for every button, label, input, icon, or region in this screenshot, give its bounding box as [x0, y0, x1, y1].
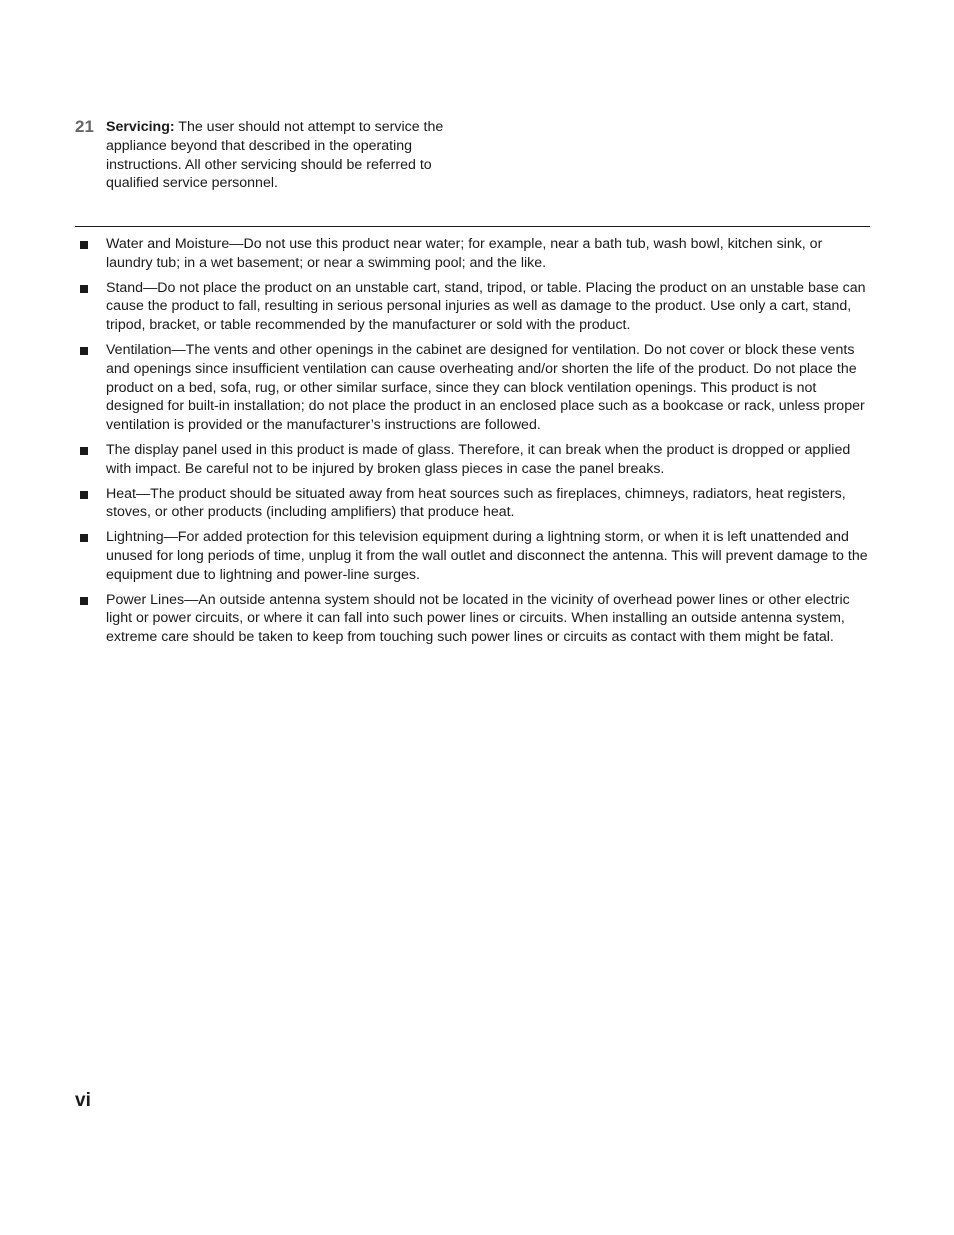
- bullet-item-water: [78, 235, 870, 273]
- safety-bullet-list: [78, 235, 870, 653]
- bullet-text: Power Lines—An outside antenna system should not be located in the vicinity of overhead power lines or other electric light or power circuits, or where it can fall into such power lines or circuits. When installing an outside antenna system, extreme care should be taken to keep from touching such power lines or circuits as contact with them might be fatal.: [106, 591, 850, 646]
- square-bullet-icon: [80, 491, 88, 499]
- square-bullet-icon: [80, 285, 88, 293]
- bullet-text: Lightning—For added protection for this television equipment during a lightning storm, or when it is left unattended and unused for long periods of time, unplug it from the wall outlet and disconnect the antenna. This will prevent damage to the equipment due to lightning and power-line surges.: [106, 529, 868, 583]
- page-number: vi: [75, 1090, 91, 1111]
- square-bullet-icon: [80, 534, 88, 542]
- section-divider: [75, 226, 870, 227]
- bullet-item-ventilation: [78, 341, 870, 435]
- square-bullet-icon: [80, 241, 88, 249]
- item-heading: Servicing:: [106, 119, 175, 135]
- bullet-text: Stand—Do not place the product on an unstable cart, stand, tripod, or table. Placing the product on an unstable base can cause the product to fall, resulting in serious personal injuries as well as damage to the product. Use only a cart, stand, tripod, bracket, or table recommended by the manufacturer or sold with the product.: [106, 279, 866, 334]
- bullet-item-power-lines: [78, 591, 870, 647]
- item-text: [106, 118, 446, 193]
- square-bullet-icon: [80, 597, 88, 605]
- bullet-text: Water and Moisture—Do not use this product near water; for example, near a bath tub, wash bowl, kitchen sink, or laundry tub; in a wet basement; or near a swimming pool; and the like.: [106, 236, 823, 271]
- item-body: The user should not attempt to service the appliance beyond that described in the operating instructions. All other servicing should be referred to qualified service personnel.: [106, 119, 444, 192]
- bullet-item-glass-panel: [78, 441, 870, 479]
- square-bullet-icon: [80, 347, 88, 355]
- item-number: 21: [75, 117, 94, 136]
- bullet-text: Heat—The product should be situated away from heat sources such as fireplaces, chimneys, radiators, heat registers, stoves, or other products (including amplifiers) that produce heat.: [106, 485, 846, 521]
- bullet-item-heat: [78, 485, 870, 523]
- bullet-item-lightning: [78, 528, 870, 584]
- bullet-item-stand: [78, 279, 870, 335]
- square-bullet-icon: [80, 447, 88, 455]
- bullet-text: Ventilation—The vents and other openings in the cabinet are designed for ventilation. Do not cover or block these vents and openings since insufficient ventilation can cause overheating and/or shorten the life of the product. Do not place the product on a bed, sofa, rug, or other similar surface, since they can block ventilation openings. This product is not designed for built-in installation; do not place the product in an enclosed place such as a bookcase or rack, unless proper ventilation is provided or the manufacturer’s instructions are followed.: [106, 341, 865, 434]
- bullet-text: The display panel used in this product is made of glass. Therefore, it can break when the product is dropped or applied with impact. Be careful not to be injured by broken glass pieces in case the panel breaks.: [106, 441, 851, 477]
